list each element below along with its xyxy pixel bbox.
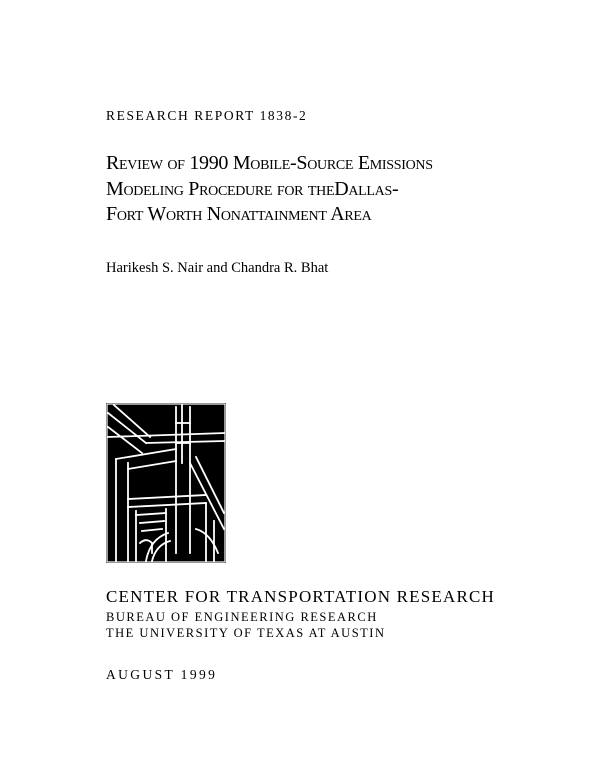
report-number: RESEARCH REPORT 1838-2 <box>106 108 308 123</box>
center-name: CENTER FOR TRANSPORTATION RESEARCH <box>106 587 496 606</box>
bureau-name: BUREAU OF ENGINEERING RESEARCH <box>106 610 378 624</box>
publication-date: AUGUST 1999 <box>106 667 218 682</box>
report-title <box>106 151 566 228</box>
report-title-line-2: Modeling Procedure for theDallas- <box>106 177 399 200</box>
report-title-line-1: Review of 1990 Mobile-Source Emissions <box>106 152 433 174</box>
university-name: THE UNIVERSITY OF TEXAS AT AUSTIN <box>106 626 386 640</box>
bridge-structure-line-art-icon <box>106 403 226 563</box>
authors: Harikesh S. Nair and Chandra R. Bhat <box>106 260 329 276</box>
report-title-line-3: Fort Worth Nonattainment Area <box>106 203 372 225</box>
